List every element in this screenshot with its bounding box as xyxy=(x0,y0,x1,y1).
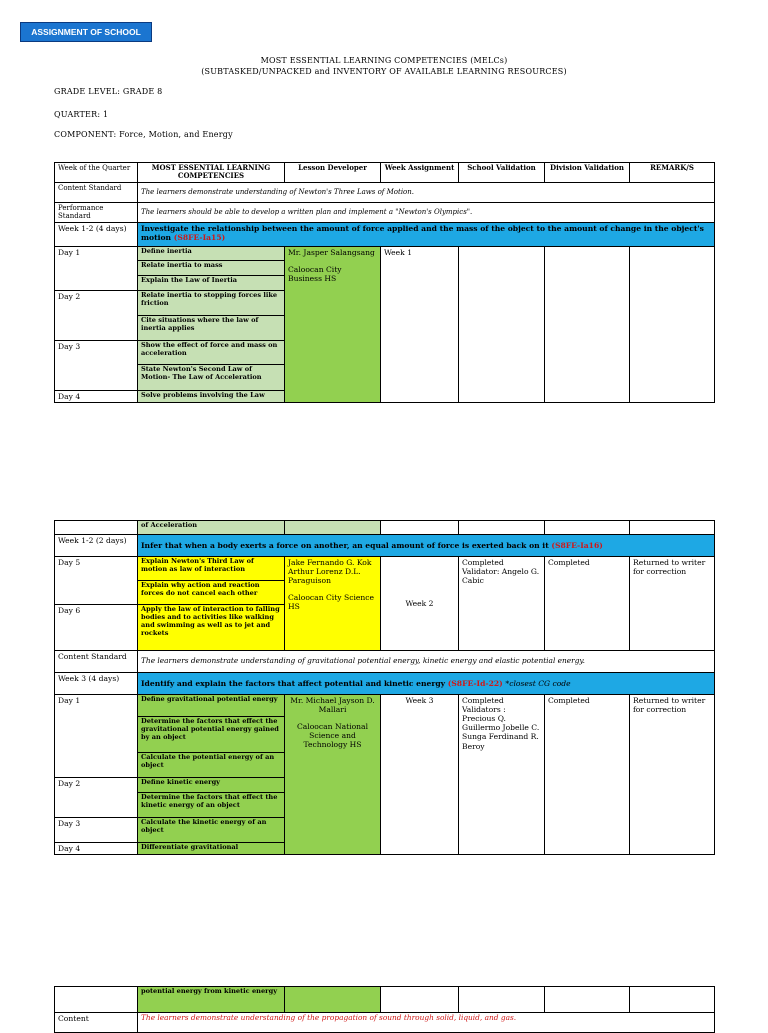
day-row xyxy=(55,557,715,581)
performance-standard-row xyxy=(55,203,715,223)
day-label: Day 4 xyxy=(55,391,138,403)
assignment-of-school-badge: ASSIGNMENT OF SCHOOL xyxy=(20,22,152,42)
remarks-cell: Returned to writer for correction xyxy=(630,557,715,651)
header-developer: Lesson Developer xyxy=(285,163,381,183)
competency-item: of Acceleration xyxy=(138,521,285,535)
melc-table-page-3 xyxy=(54,986,715,1033)
quarter: QUARTER: 1 xyxy=(54,110,109,119)
lesson-developer-cell xyxy=(285,695,381,855)
competency-item: potential energy from kinetic energy xyxy=(138,987,285,1013)
lesson-developer-cell xyxy=(285,557,381,651)
day-label: Day 1 xyxy=(55,695,138,778)
competency-code: (S8FE-Id-22) xyxy=(447,678,503,688)
header-school-validation: School Validation xyxy=(459,163,545,183)
remarks-cell xyxy=(630,247,715,403)
developer-name: Mr. Michael Jayson D. Mallari xyxy=(290,696,375,715)
competency-item: Relate inertia to stopping forces like friction xyxy=(138,291,285,316)
header-week: Week of the Quarter xyxy=(55,163,138,183)
week-row xyxy=(55,673,715,695)
code-note: *closest CG code xyxy=(505,678,571,688)
week-row xyxy=(55,535,715,557)
week-label: Week 1-2 (2 days) xyxy=(55,535,138,557)
header-division-validation: Division Validation xyxy=(545,163,630,183)
week-label: Week 1-2 (4 days) xyxy=(55,223,138,247)
competency-item: Solve problems involving the Law xyxy=(138,391,285,403)
competency-item: Explain the Law of Inertia xyxy=(138,276,285,291)
competency-code: (S8FE-Ia15) xyxy=(173,233,226,243)
day-label: Day 3 xyxy=(55,818,138,843)
day-label: Day 2 xyxy=(55,778,138,818)
developer-school: Caloocan City Science HS xyxy=(288,593,375,612)
week-assignment-cell: Week 1 xyxy=(381,247,459,403)
grade-level: GRADE LEVEL: GRADE 8 xyxy=(54,87,163,96)
performance-standard-text: The learners should be able to develop a written plan and implement a "Newton's Olympics". xyxy=(138,203,715,223)
competency-item: Differentiate gravitational xyxy=(138,843,285,855)
day-label: Day 6 xyxy=(55,605,138,651)
developer-name: Mr. Jasper Salangsang xyxy=(288,248,375,257)
content-standard-text: The learners demonstrate understanding of the propagation of sound through solid, liquid, and gas. xyxy=(138,1013,715,1033)
division-validation-cell: Completed xyxy=(545,557,630,651)
header-remarks: REMARK/S xyxy=(630,163,715,183)
content-standard-row xyxy=(55,1013,715,1033)
competency-item: Cite situations where the law of inertia applies xyxy=(138,316,285,341)
document-title: MOST ESSENTIAL LEARNING COMPETENCIES (MELCs) xyxy=(260,56,508,65)
competency-item: Define kinetic energy xyxy=(138,778,285,793)
competency-item: Determine the factors that effect the gravitational potential energy gained by an object xyxy=(138,717,285,753)
content-standard-row xyxy=(55,651,715,673)
day-label: Day 4 xyxy=(55,843,138,855)
week-competency-text: Infer that when a body exerts a force on another, an equal amount of force is exerted back on it xyxy=(141,540,549,550)
table-header-row xyxy=(55,163,715,183)
competency-item: Explain Newton's Third Law of motion as law of interaction xyxy=(138,557,285,581)
document-subtitle: (SUBTASKED/UNPACKED and INVENTORY OF AVAILABLE LEARNING RESOURCES) xyxy=(201,67,567,76)
division-validation-cell: Completed xyxy=(545,695,630,855)
day-label: Day 2 xyxy=(55,291,138,341)
developer-school: Caloocan National Science and Technology HS xyxy=(296,722,369,750)
component: COMPONENT: Force, Motion, and Energy xyxy=(54,130,233,139)
day-row xyxy=(55,247,715,261)
day-label: Day 3 xyxy=(55,341,138,391)
continuation-row xyxy=(55,987,715,1013)
week-competency xyxy=(138,673,715,695)
content-standard-text: The learners demonstrate understanding of Newton's Three Laws of Motion. xyxy=(138,183,715,203)
week-competency xyxy=(138,535,715,557)
week-assignment-cell: Week 3 xyxy=(381,695,459,855)
competency-code: (S8FE-Ia16) xyxy=(551,540,603,550)
week-competency xyxy=(138,223,715,247)
content-standard-label: Content Standard xyxy=(55,183,138,203)
competency-item: Define inertia xyxy=(138,247,285,261)
melc-table-page-2 xyxy=(54,520,715,855)
competency-item: Show the effect of force and mass on acceleration xyxy=(138,341,285,365)
lesson-developer-cell xyxy=(285,247,381,403)
competency-item: Determine the factors that effect the kinetic energy of an object xyxy=(138,793,285,818)
performance-standard-label: Performance Standard xyxy=(55,203,138,223)
competency-item: Apply the law of interaction to falling bodies and to activities like walking and swimming as well as to jet and rockets xyxy=(138,605,285,651)
competency-item: Define gravitational potential energy xyxy=(138,695,285,717)
week-row xyxy=(55,223,715,247)
week-label: Week 3 (4 days) xyxy=(55,673,138,695)
competency-item: Calculate the potential energy of an object xyxy=(138,753,285,778)
competency-item: Explain why action and reaction forces do not cancel each other xyxy=(138,581,285,605)
division-validation-cell xyxy=(545,247,630,403)
week-competency-text: Investigate the relationship between the amount of force applied and the mass of the object to the amount of change in the object's motion xyxy=(141,224,704,243)
competency-item: Relate inertia to mass xyxy=(138,261,285,276)
day-label: Day 5 xyxy=(55,557,138,605)
melc-table-page-1 xyxy=(54,162,715,403)
continuation-row xyxy=(55,521,715,535)
header-melc: MOST ESSENTIAL LEARNING COMPETENCIES xyxy=(138,163,285,183)
competency-item: State Newton's Second Law of Motion- The Law of Acceleration xyxy=(138,365,285,391)
content-standard-text: The learners demonstrate understanding of gravitational potential energy, kinetic energy and elastic potential energy. xyxy=(138,651,715,673)
developer-name: Jake Fernando G. Kok xyxy=(288,558,372,567)
competency-item: Calculate the kinetic energy of an object xyxy=(138,818,285,843)
content-standard-label: Content Standard xyxy=(55,651,138,673)
day-label: Day 1 xyxy=(55,247,138,291)
school-validation-cell: Completed Validators : Precious Q. Guillermo Jobelle C. Sunga Ferdinand R. Beroy xyxy=(459,695,545,855)
remarks-cell: Returned to writer for correction xyxy=(630,695,715,855)
developer-name: Arthur Lorenz D.L. Paraguison xyxy=(288,567,361,586)
header-assignment: Week Assignment xyxy=(381,163,459,183)
content-standard-label: Content xyxy=(55,1013,138,1033)
developer-school: Caloocan City Business HS xyxy=(288,265,342,284)
content-standard-row xyxy=(55,183,715,203)
week-assignment-cell: Week 2 xyxy=(381,557,459,651)
day-row xyxy=(55,695,715,717)
school-validation-cell xyxy=(459,247,545,403)
week-competency-text: Identify and explain the factors that affect potential and kinetic energy xyxy=(141,678,446,688)
school-validation-cell: Completed Validator: Angelo G. Cabic xyxy=(459,557,545,651)
